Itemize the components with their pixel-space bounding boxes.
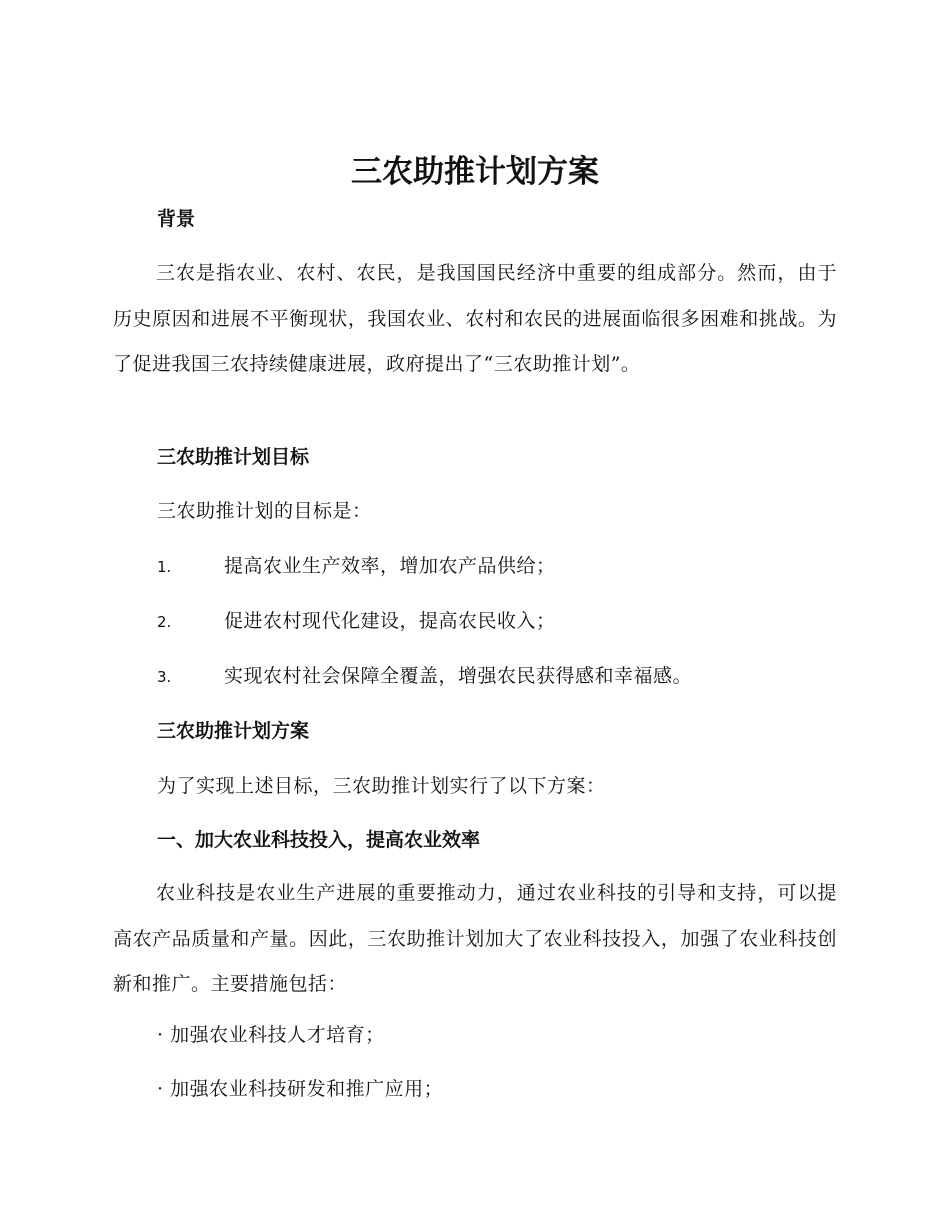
bullet-item: · 加强农业科技研发和推广应用； — [157, 1078, 444, 1100]
goals-intro: 三农助推计划的目标是： — [157, 500, 372, 522]
document-title: 三农助推计划方案 — [351, 154, 599, 190]
paragraph-background: 三农是指农业、农村、农民，是我国国民经济中重要的组成部分。然而，由于历史原因和进展不平衡现状，我国农业、农村和农民的进展面临很多困难和挑战。为了促进我国三农持续健康进展，政府提出了“三农助推计划”。 — [113, 262, 837, 375]
heading-subsection-1: 一、加大农业科技投入，提高农业效率 — [157, 829, 481, 851]
heading-background: 背景 — [157, 208, 196, 230]
paragraph-subsection-1: 农业科技是农业生产进展的重要推动力，通过农业科技的引导和支持，可以提高农产品质量和产量。因此，三农助推计划加大了农业科技投入，加强了农业科技创新和推广。主要措施包括： — [113, 882, 837, 995]
goal-item-number: 2. — [157, 613, 172, 631]
goal-item-text: 实现农村社会保障全覆盖，增强农民获得感和幸福感。 — [224, 665, 693, 687]
goal-item — [157, 551, 556, 582]
heading-goals: 三农助推计划目标 — [157, 446, 310, 468]
goal-item-text: 提高农业生产效率，增加农产品供给； — [224, 555, 556, 577]
plan-intro: 为了实现上述目标，三农助推计划实行了以下方案： — [157, 775, 606, 797]
goal-item — [157, 606, 556, 637]
goal-item-text: 促进农村现代化建设，提高农民收入； — [224, 610, 556, 632]
goal-item — [157, 661, 692, 692]
goal-item-number: 1. — [157, 558, 172, 576]
bullet-item: · 加强农业科技人才培育； — [157, 1024, 385, 1046]
goal-item-number: 3. — [157, 668, 172, 686]
heading-plan: 三农助推计划方案 — [157, 720, 310, 742]
